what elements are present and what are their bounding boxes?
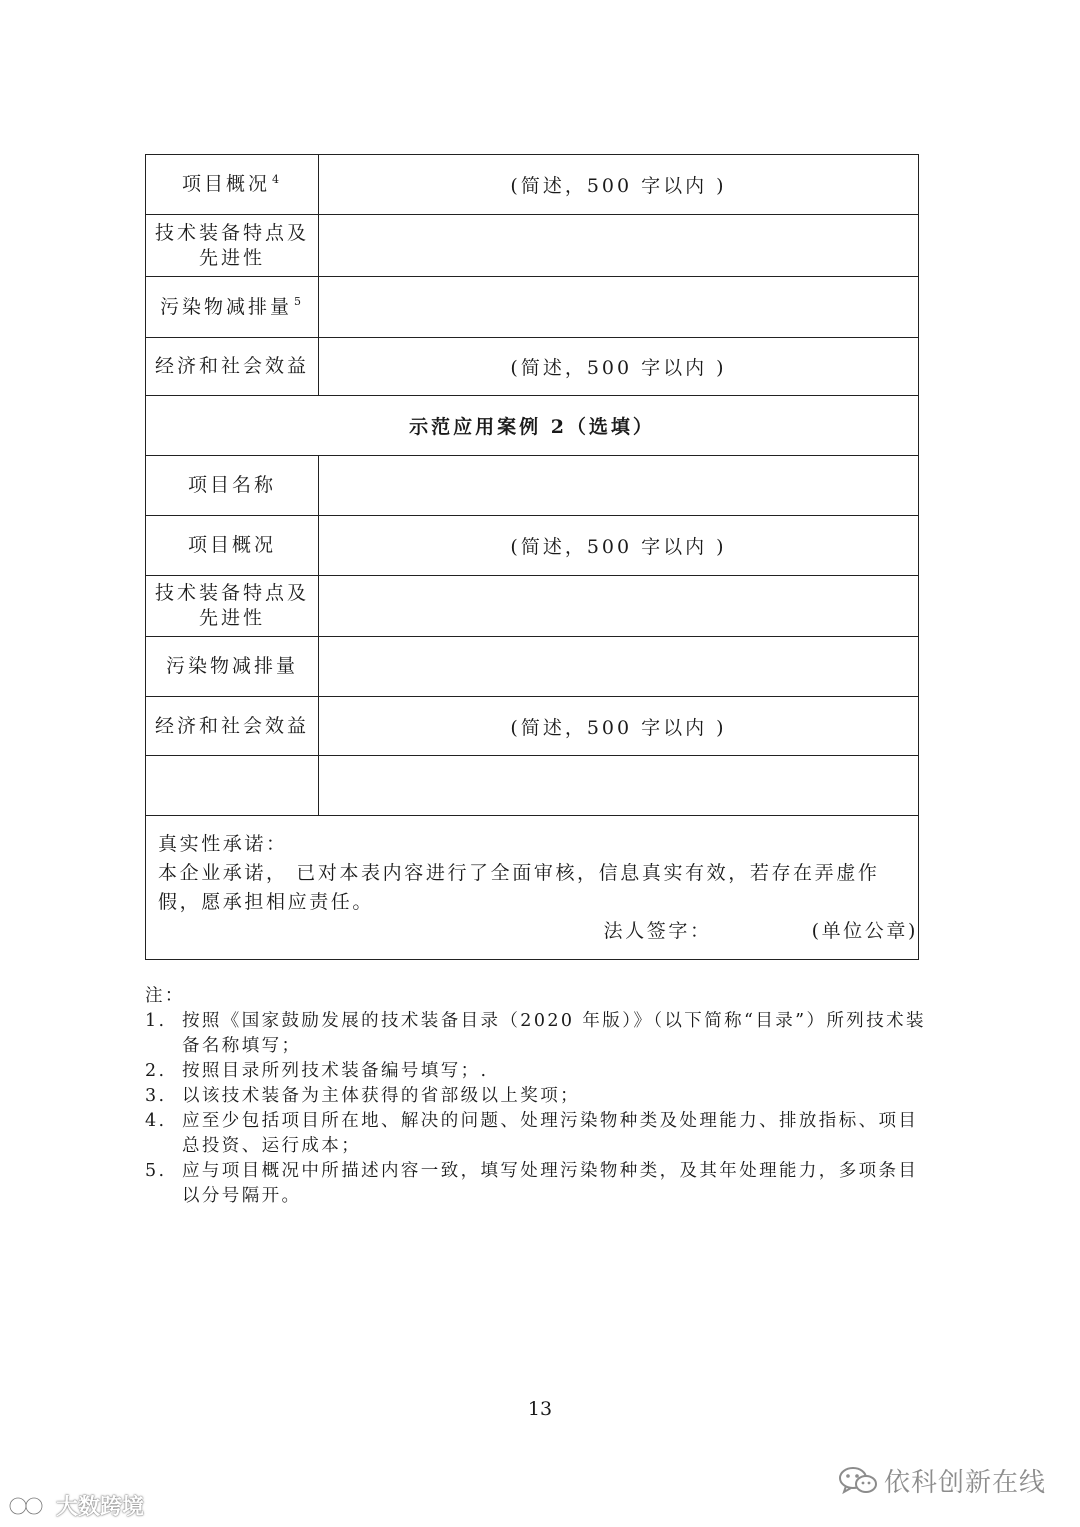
table-row: [146, 277, 919, 338]
footnote-marker: 5: [294, 295, 304, 309]
note-item: [145, 1109, 945, 1159]
table-row: [146, 697, 919, 756]
note-number: 2.: [145, 1061, 167, 1081]
seal-label: (单位公章): [811, 920, 918, 942]
row-value[interactable]: [319, 277, 919, 338]
note-item: [145, 1084, 945, 1109]
footnote-marker: 4: [272, 172, 282, 186]
note-number: 3.: [145, 1086, 167, 1106]
note-number: 5.: [145, 1161, 167, 1181]
note-text: 应与项目概况中所描述内容一致，填写处理污染物种类，及其年处理能力，多项条目以分号隔开。: [182, 1161, 919, 1206]
wechat-icon: [838, 1465, 878, 1497]
commitment-heading: 真实性承诺：: [158, 833, 288, 855]
logo-icon: [8, 1493, 52, 1519]
row-label: 经济和社会效益: [146, 338, 319, 396]
note-item: [145, 1009, 945, 1059]
row-label: 项目概况: [146, 516, 319, 576]
note-item: [145, 1059, 945, 1084]
row-value[interactable]: [319, 456, 919, 516]
note-text: 应至少包括项目所在地、解决的问题、处理污染物种类及处理能力、排放指标、项目总投资、运行成本；: [182, 1111, 919, 1156]
commitment-row: [146, 816, 919, 960]
watermark-left: [8, 1490, 144, 1521]
table-row: [146, 456, 919, 516]
row-label: 经济和社会效益: [146, 697, 319, 756]
watermark-right-text: 依科创新在线: [884, 1468, 1047, 1498]
row-value[interactable]: [319, 215, 919, 277]
table-row: [146, 215, 919, 277]
row-label: 项目概况 $^4$: [146, 155, 319, 215]
signature-line: [158, 917, 918, 946]
table-row: [146, 576, 919, 637]
commitment-cell: [146, 816, 919, 960]
row-value[interactable]: (简述，500 字以内 ): [319, 155, 919, 215]
row-value[interactable]: (简述，500 字以内 ): [319, 338, 919, 396]
watermark-right: [838, 1462, 1046, 1499]
empty-label-cell: [146, 756, 319, 816]
application-form-table: [145, 154, 919, 960]
note-text: 以该技术装备为主体获得的省部级以上奖项；: [182, 1086, 580, 1106]
note-number: 1.: [145, 1011, 167, 1031]
page-number: 13: [527, 1398, 553, 1420]
notes-section: [145, 984, 945, 1209]
row-value[interactable]: (简述，500 字以内 ): [319, 516, 919, 576]
row-value[interactable]: [319, 576, 919, 637]
commitment-body: 本企业承诺， 已对本表内容进行了全面审核，信息真实有效，若存在弄虚作假，愿承担相应责任。: [158, 862, 880, 913]
notes-heading: 注：: [145, 986, 185, 1006]
note-item: [145, 1159, 945, 1209]
case2-title: 示范应用案例 2（选填）: [146, 396, 919, 456]
row-label: 技术装备特点及先进性: [146, 576, 319, 637]
row-value[interactable]: [319, 637, 919, 697]
empty-value-cell[interactable]: [319, 756, 919, 816]
table-row: [146, 338, 919, 396]
signature-label: 法人签字：: [603, 920, 712, 942]
table-row-empty: [146, 756, 919, 816]
watermark-left-text: 大数跨境: [56, 1495, 145, 1520]
row-label: 技术装备特点及先进性: [146, 215, 319, 277]
table-row: [146, 516, 919, 576]
table-row: [146, 155, 919, 215]
note-number: 4.: [145, 1111, 167, 1131]
note-text: 按照目录所列技术装备编号填写；.: [182, 1061, 489, 1081]
table-row: [146, 637, 919, 697]
row-label: 项目名称: [146, 456, 319, 516]
row-value[interactable]: (简述，500 字以内 ): [319, 697, 919, 756]
section-header-row: [146, 396, 919, 456]
row-label: 污染物减排量: [146, 637, 319, 697]
row-label: 污染物减排量 $^5$: [146, 277, 319, 338]
note-text: 按照《国家鼓励发展的技术装备目录（2020 年版）》（以下简称“目录”）所列技术装备名称填写；: [182, 1011, 926, 1056]
